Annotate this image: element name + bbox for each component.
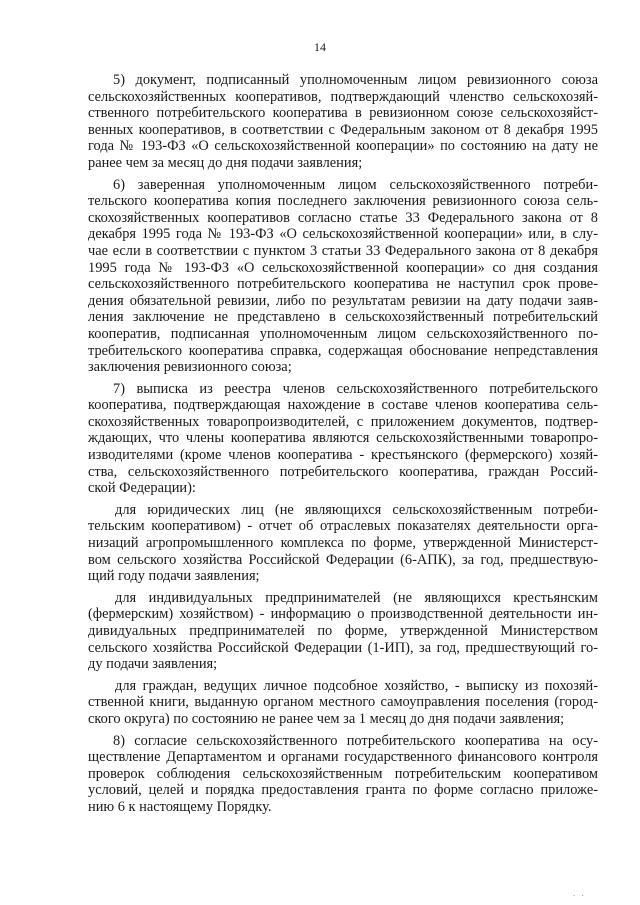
text-line: скохозяйственных кооперативов согласно статье 33 Федерального закона от 8 [88,209,598,226]
text-line: ственного потребительского кооператива в ревизионном союзе сельскохозяйст- [88,105,598,122]
paragraph-item-5 [88,72,598,172]
text-line: щий году подачи заявления; [88,568,260,585]
text-line: дения обязательной ревизии, либо по результатам ревизии на дату подачи заяв- [88,292,598,309]
paragraph-item-8 [88,733,598,816]
text-line: ждающих, что члены кооператива являются сельскохозяйственными товаропро- [88,430,598,447]
text-line: 8) согласие сельскохозяйственного потребительского кооператива на осу- [113,732,598,749]
text-line: ления заключение не представлено в сельскохозяйственный потребительский [88,309,598,326]
text-line: сельскохозяйственного потребительского кооператива не наступил срок прове- [88,276,598,293]
paragraph-item-6 [88,177,598,376]
text-line: заключения ревизионного союза; [88,359,292,376]
text-line: для индивидуальных предпринимателей (не являющихся крестьянским [115,589,598,606]
text-line: ского округа) по состоянию не ранее чем за 1 месяц до дня подачи заявления; [88,710,565,727]
text-line: 5) документ, подписанный уполномоченным лицом ревизионного союза [113,72,598,88]
paragraph-item-7 [88,381,598,497]
text-line: дивидуальных предпринимателей по форме, утвержденной Министерством [88,623,598,639]
subparagraph-individual-entrepreneurs [88,590,598,673]
text-line: скохозяйственных товаропроизводителей, с приложением документов, подтвер- [88,413,598,430]
text-line: условий, целей и порядка предоставления гранта по форме согласно приложе- [88,782,598,799]
text-line: сельскохозяйственных кооперативов, подтверждающий членство сельскохозяй- [88,88,598,105]
text-line: ществление Департаментом и органами государственного финансового контроля [88,749,598,766]
page-number: 14 [314,40,326,54]
text-line: проверок соблюдения сельскохозяйственным потребительским кооперативом [88,765,598,782]
text-line: 1995 года № 193-ФЗ «О сельскохозяйственной кооперации» со дня создания [88,259,598,276]
text-line: сельского хозяйства Российской Федерации (1-ИП), за год, предшествующий го- [88,639,598,656]
text-line: ранее чем за месяц до дня подачи заявления; [88,154,363,171]
text-line: нию 6 к настоящему Порядку. [88,798,272,815]
text-line: декабря 1995 года № 193-ФЗ «О сельскохозяйственной кооперации» или, в слу- [88,226,598,243]
text-line: ду подачи заявления; [88,656,218,673]
text-line: требительского кооператива справка, содержащая обоснование непредставления [88,342,598,359]
text-line: кооператив, подписанная уполномоченным лицом сельскохозяйственного по- [88,325,598,342]
text-line: ства, сельскохозяйственного потребительского кооператива, граждан Россий- [88,463,598,480]
subparagraph-legal-entities [88,502,598,585]
text-line: ской Федерации): [88,480,196,497]
text-line: изводителями (кроме членов кооператива - крестьянского (фермерского) хозяй- [88,447,598,464]
text-line: 6) заверенная уполномоченным лицом сельскохозяйственного потреби- [113,176,598,193]
text-line: года № 193-ФЗ «О сельскохозяйственной кооперации» по состоянию на дату не [88,138,598,155]
text-line: вом сельского хозяйства Российской Федерации (6-АПК), за год, предшествую- [88,551,598,568]
text-line: ственной книги, выданную органом местного самоуправления поселения (город- [88,694,598,711]
text-line: чае если в соответствии с пунктом 3 статьи 33 Федерального закона от 8 декабря [88,242,598,259]
document-body [88,72,598,821]
text-line: венных кооперативов, в соответствии с Федеральным законом от 8 декабря 1995 [88,121,598,138]
text-line: (фермерским) хозяйством) - информацию о производственной деятельности ин- [88,606,598,623]
text-line: низаций агропромышленного комплекса по форме, утвержденной Министерст- [88,535,598,552]
corner-mark: . . [573,888,586,898]
text-line: для юридических лиц (не являющихся сельскохозяйственным потреби- [115,501,598,518]
text-line: тельского кооператива копия последнего заключения ревизионного союза сель- [88,193,598,210]
text-line: тельским кооперативом) - отчет об отраслевых показателях деятельности орга- [88,518,598,535]
text-line: для граждан, ведущих личное подсобное хозяйство, - выписку из похозяй- [115,677,598,694]
text-line: 7) выписка из реестра членов сельскохозяйственного потребительского [113,380,598,397]
subparagraph-citizens [88,678,598,728]
text-line: кооператива, подтверждающая нахождение в составе членов кооператива сель- [88,397,598,414]
